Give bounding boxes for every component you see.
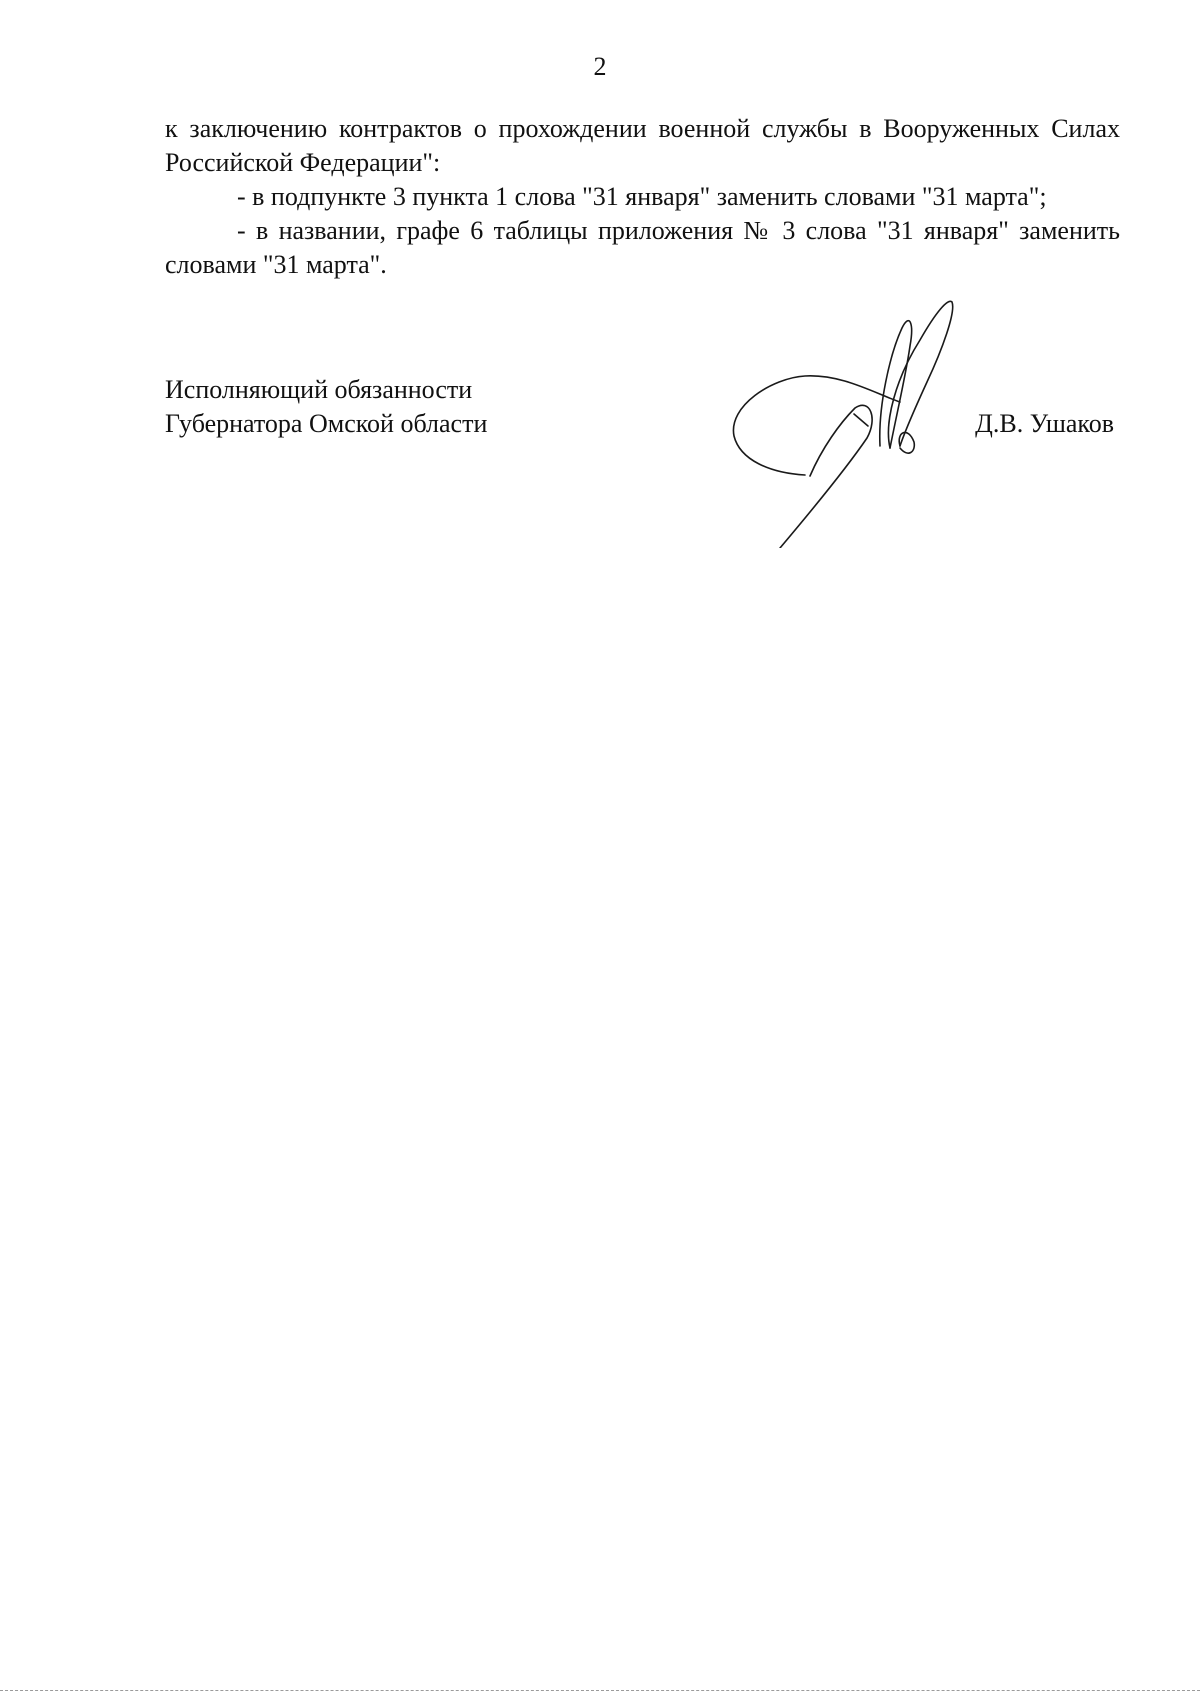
paragraph-continuation: к заключению контрактов о прохождении военной службы в Вооруженных Силах Российской Федерации": (165, 114, 1120, 177)
page-number: 2 (593, 52, 607, 81)
paragraph-amendment-1: - в подпункте 3 пункта 1 слова "31 января" заменить словами "31 марта"; (237, 182, 1047, 211)
signer-name: Д.В. Ушаков (975, 409, 1114, 438)
paragraph-amendment-2: - в названии, графе 6 таблицы приложения № 3 слова "31 января" заменить словами "31 марта". (165, 216, 1120, 279)
scan-bottom-edge (0, 1690, 1200, 1691)
signer-position-line-1: Исполняющий обязанности (165, 375, 473, 404)
signer-position-line-2: Губернатора Омской области (165, 409, 488, 438)
handwritten-signature-icon (730, 298, 990, 548)
document-body (165, 112, 1120, 282)
